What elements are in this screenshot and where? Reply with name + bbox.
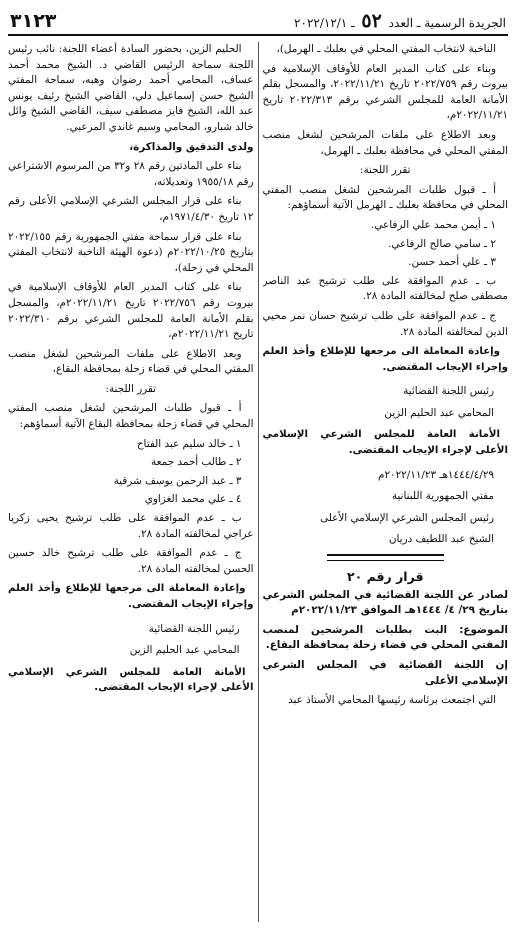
- council-title: رئيس المجلس الشرعي الإسلامي الأعلى: [320, 511, 494, 524]
- candidate-name: ٣ ـ علي أحمد حسن.: [408, 256, 496, 269]
- return-note: وإعادة المعاملة الى مرجعها للإطلاع وأخذ العلم وإجراء الإيجاب المقتضى.: [262, 346, 508, 373]
- candidate-name: ٢ ـ طالب أحمد جمعة: [151, 456, 242, 469]
- paragraph: بناء على قرار المجلس الشرعي الإسلامي الأعلى رقم ١٢ تاريخ ١٩٧١/٤/٣٠م،: [8, 195, 254, 223]
- paragraph: وبعد الاطلاع على ملفات المرشحين لشغل منصب المفتي المحلي في قضاء زحلة بمحافظة البقاع،: [8, 347, 254, 376]
- candidate-name: ٤ ـ علي محمد الغزاوي: [144, 493, 242, 506]
- issue-date: ٢٠٢٢/١٢/١: [294, 16, 348, 30]
- page-header: [8, 6, 508, 36]
- paragraph: بناء على قرار سماحة مفتي الجمهورية رقم ٢٠٢٢/١٥٥ بتاريخ ٢٠٢٢/١٠/٢٥م (دعوة الهيئة الناخبة لانتخاب المفتي المحلي في زحلة)،: [8, 230, 254, 274]
- candidate-name: ٢ ـ سامي صالح الرفاعي.: [388, 237, 496, 250]
- clause-a: أ ـ قبول طلبات المرشحين لشغل منصب المفتي المحلي في محافظة بعلبك ـ الهرمل الآتية أسماؤهم:: [262, 183, 508, 212]
- decides-heading: تقرر اللجنة:: [359, 164, 411, 177]
- paragraph: بناء على كتاب المدير العام للأوقاف الإسلامية في بيروت رقم ٢٠٢٢/٧٥٦ تاريخ ٢٠٢٢/١١/٢١م، والمسجل بقلم الأمانة العامة للمجلس الشرعي برقم ٢٠٢٢/٣١٠ تاريخ ٢٠٢٢/١١/٢١م،: [8, 281, 254, 341]
- committee-heading: إن اللجنة القضائية في المجلس الشرعي الإسلامي الأعلى: [262, 659, 508, 687]
- gazette-title: [294, 10, 506, 32]
- column-left: [8, 42, 254, 922]
- page-number: ٣١٢٣: [10, 10, 57, 32]
- signature-name: المحامي عبد الحليم الزين: [129, 644, 240, 657]
- clause-b: ب ـ عدم الموافقة على طلب ترشيح يحيى زكريا عراجي لمخالفته المادة ٢٨.: [8, 512, 254, 540]
- paragraph: بناء على المادتين رقم ٢٨ و٣٢ من المرسوم الاشتراعي رقم ١٩٥٥/١٨ وتعديلاته،: [8, 160, 254, 188]
- issue-number: ٥٢: [361, 10, 382, 32]
- clause-a: أ ـ قبول طلبات المرشحين لشغل منصب المفتي المحلي في قضاء زحلة بمحافظة البقاع الآتية أسماؤهم:: [8, 402, 254, 431]
- mufti-title: مفتي الجمهورية اللبنانية: [391, 490, 494, 503]
- title-prefix: الجريدة الرسمية ـ العدد: [388, 16, 506, 30]
- secretariat-note: الأمانة العامة للمجلس الشرعي الإسلامي الأعلى لإجراء الإيجاب المقتضى.: [262, 429, 508, 457]
- clause-b: ب ـ عدم الموافقة على طلب ترشيح عبد الناصر مصطفى صلح لمخالفته المادة ٢٨.: [262, 274, 508, 303]
- mufti-name: الشيخ عبد اللطيف دريان: [388, 533, 494, 546]
- signature-name: المحامي عبد الحليم الزين: [384, 406, 494, 419]
- paragraph: الحليم الزين، بحضور السادة أعضاء اللجنة: نائب رئيس اللجنة سماحة الرئيس القاضي د. الشيخ محمد أحمد عساف، المحامي أحمد رضوان وهبه، سماحة المفتي الشيخ حسن إسماعيل دلي، القاضي الشيخ رئيف يونس عبد الله، الشيخ فايز مصطفى سيف، القاضي الشيخ وائل خالد شبارو، المحامي وسيم غاندي المرعبي.: [8, 43, 254, 133]
- decision-title: قرار رقم ٢٠: [346, 569, 424, 585]
- candidate-name: ٣ ـ عبد الرحمن يوسف شرقية: [113, 474, 242, 487]
- decision-subtitle: لصادر عن اللجنة القضائية في المجلس الشرعي بتاريخ ٢٩/ ٤/ ١٤٤٤هـ الموافق ٢٠٢٢/١١/٢٣م: [262, 588, 508, 617]
- section-divider: [327, 554, 445, 561]
- columns: [8, 42, 508, 922]
- clause-c: ج ـ عدم الموافقة على طلب ترشيح خالد حسين الحسن لمخالفته المادة ٢٨.: [8, 547, 254, 575]
- candidate-name: ١ ـ أيمن محمد علي الرفاعي.: [371, 218, 496, 231]
- review-heading: ولدى التدقيق والمذاكرة،: [129, 140, 254, 153]
- paragraph: الناخبة لانتخاب المفتي المحلي في بعلبك ـ الهرمل)،: [276, 43, 496, 55]
- signature-title: رئيس اللجنة القضائية: [403, 385, 494, 398]
- clause-c: ج ـ عدم الموافقة على طلب ترشيح حسان نمر محيي الدين لمخالفته المادة ٢٨.: [262, 309, 508, 338]
- paragraph: التي اجتمعت برئاسة رئيسها المحامي الأستاذ عبد: [288, 694, 496, 707]
- decides-heading: تقرر اللجنة:: [105, 382, 157, 395]
- signature-title: رئيس اللجنة القضائية: [148, 622, 240, 635]
- signature-date: ١٤٤٤/٤/٢٩هـ ٢٠٢٢/١١/٢٣م: [378, 468, 494, 481]
- column-right: [263, 42, 509, 922]
- paragraph: وبعد الاطلاع على ملفات المرشحين لشغل منصب المفتي المحلي في محافظة بعلبك ـ الهرمل،: [262, 128, 508, 157]
- decision-subject: الموضوع: البت بطلبات المرشحين لمنصب المفتي المحلي في قضاء زحلة بمحافظة البقاع.: [262, 623, 508, 652]
- return-note: وإعادة المعاملة الى مرجعها للإطلاع وأخذ العلم وإجراء الإيجاب المقتضى.: [8, 583, 254, 610]
- candidate-name: ١ ـ خالد سليم عبد الفتاح: [136, 437, 242, 450]
- secretariat-note: الأمانة العامة للمجلس الشرعي الإسلامي الأعلى لإجراء الإيجاب المقتضى.: [8, 666, 254, 694]
- title-separator: ـ: [351, 16, 355, 30]
- column-separator: [258, 42, 259, 922]
- paragraph: وبناء على كتاب المدير العام للأوقاف الإسلامية في بيروت رقم ٢٠٢٢/٧٥٩ تاريخ ٢٠٢٢/١١/٢١، والمسجل بقلم الأمانة العامة للمجلس الشرعي برقم ٢٠٢٢/٣١٣ تاريخ ٢٠٢٢/١١/٢١م،: [262, 62, 508, 122]
